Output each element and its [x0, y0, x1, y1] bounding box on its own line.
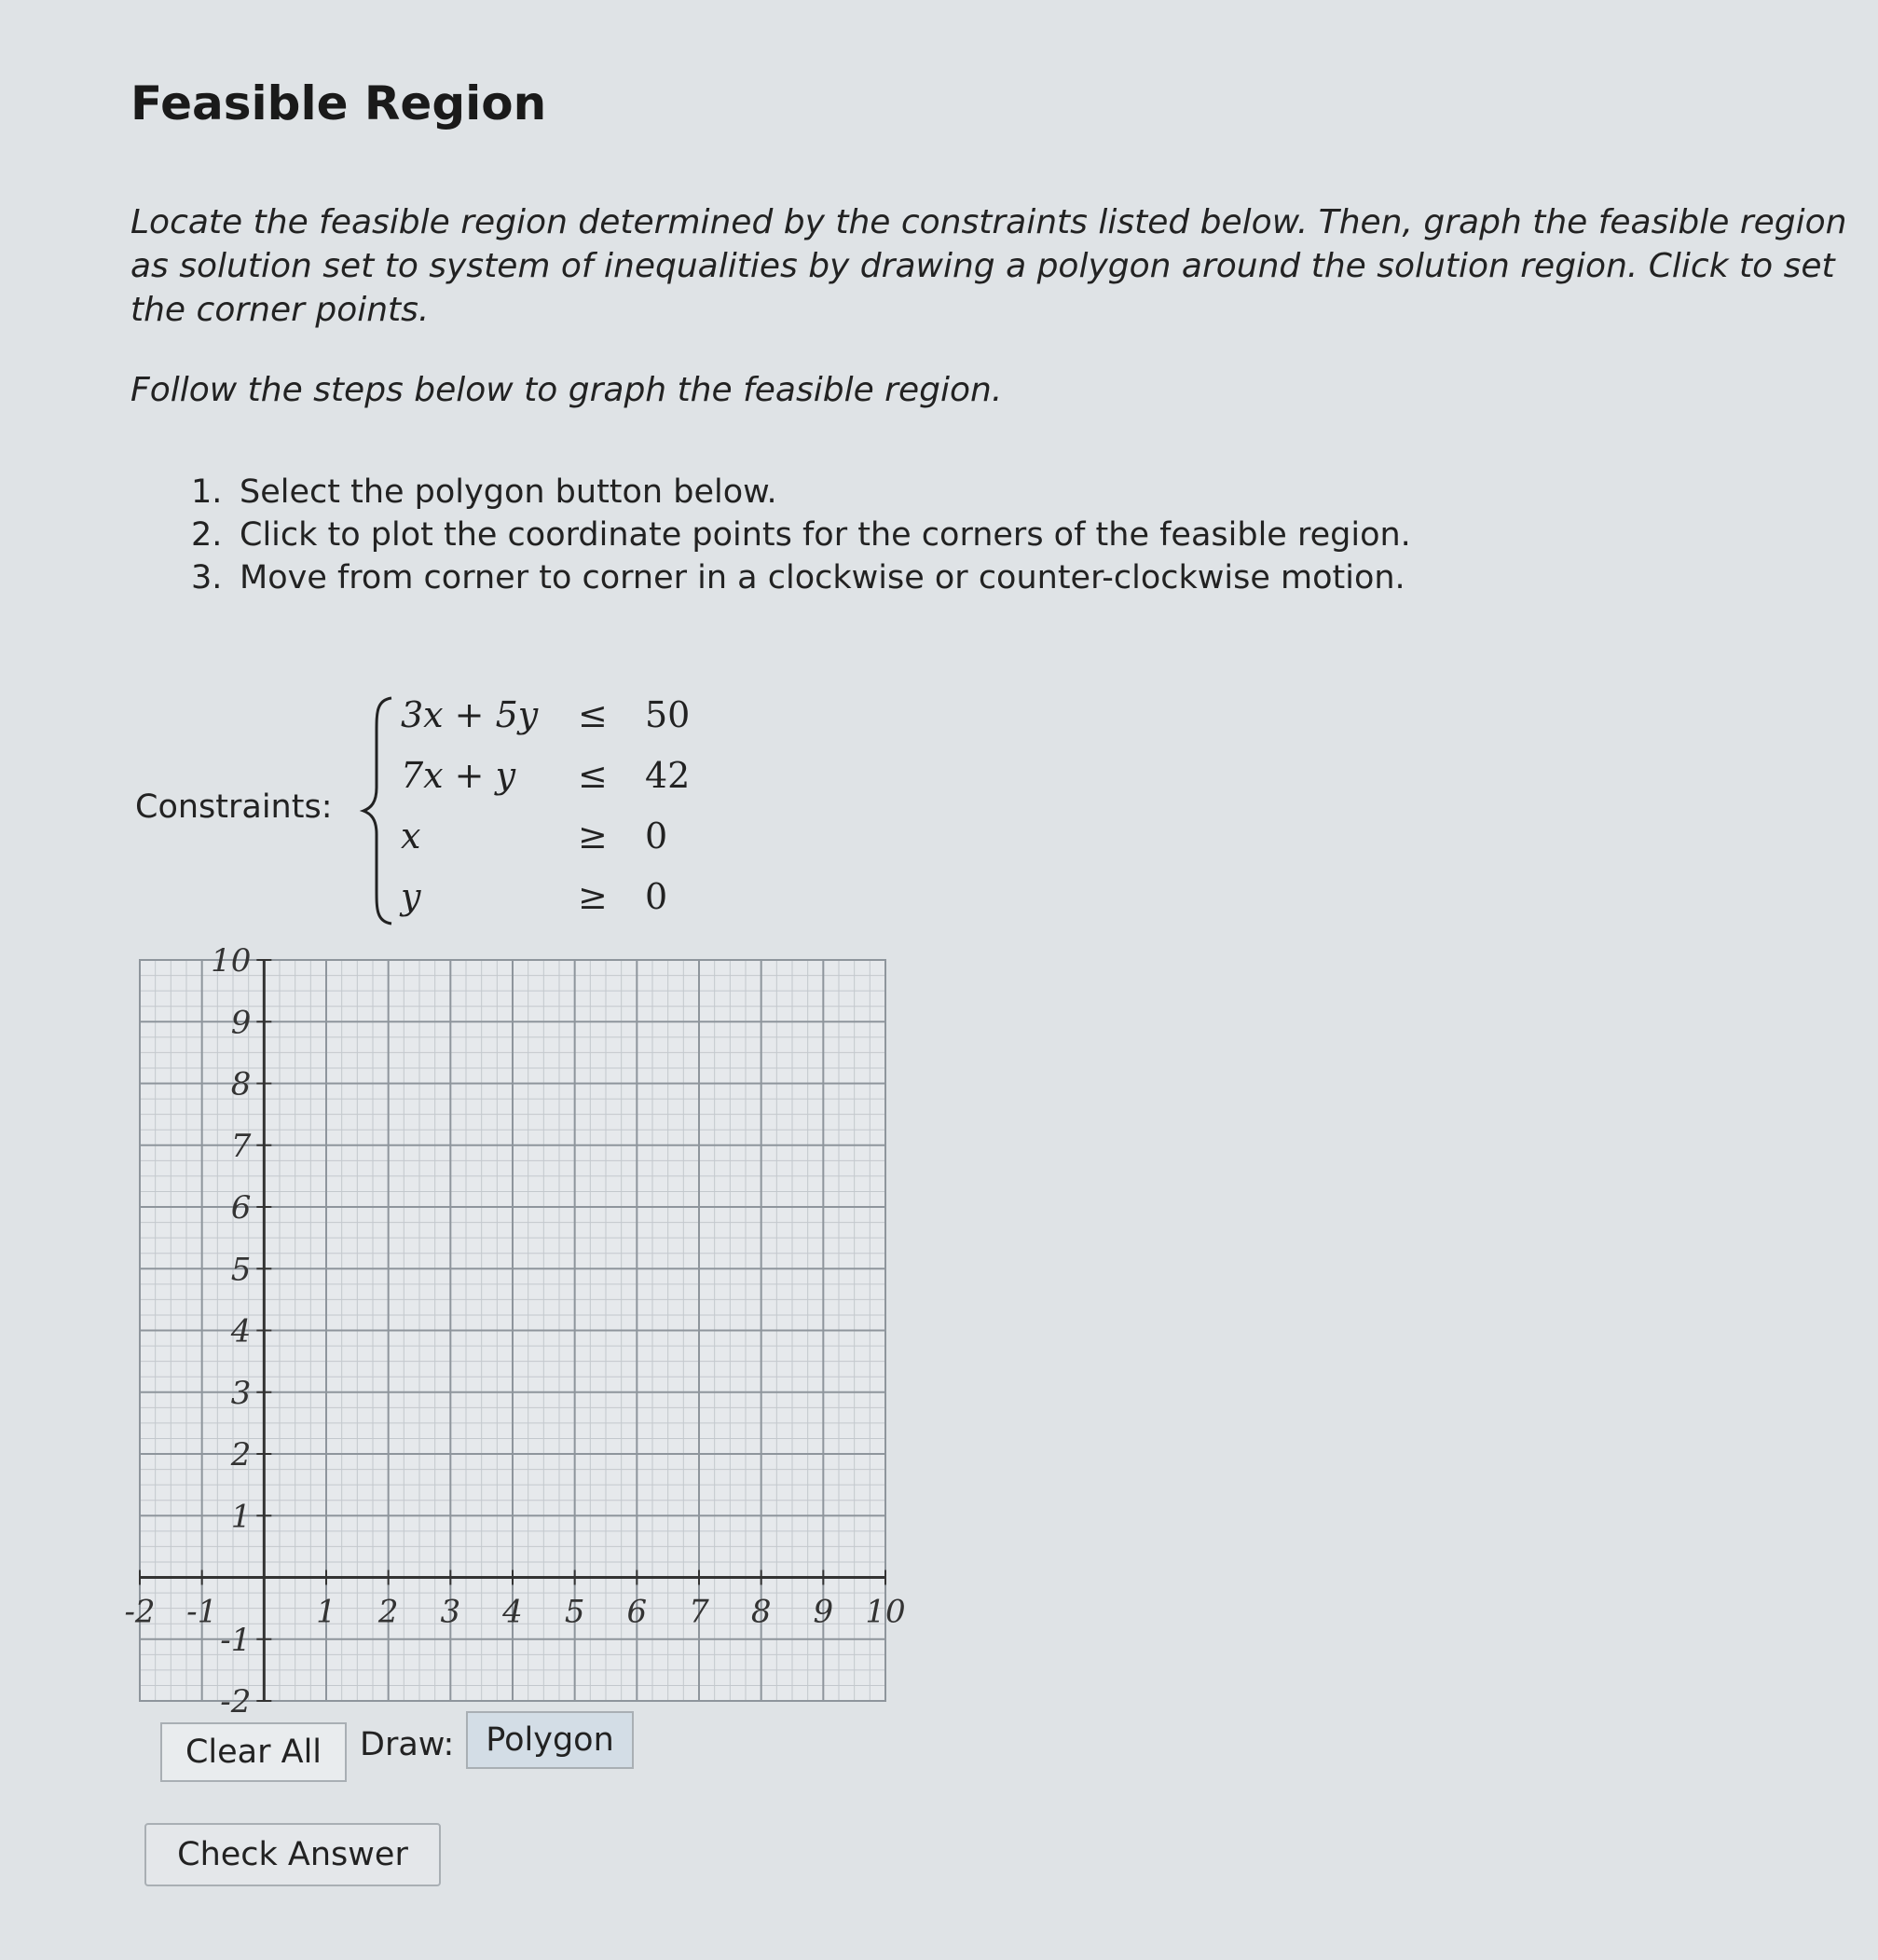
x-tick-label: 6: [626, 1593, 648, 1631]
y-tick-label: 10: [211, 942, 252, 980]
y-tick-label: 8: [230, 1065, 252, 1103]
step-item: 3. Move from corner to corner in a clockwise or counter-clockwise motion.: [191, 559, 1405, 596]
brace-icon: [360, 694, 397, 927]
step-item: 2. Click to plot the coordinate points for the corners of the feasible region.: [191, 516, 1411, 554]
x-tick-label: -2: [124, 1593, 156, 1631]
y-tick-label: 4: [230, 1312, 252, 1350]
y-tick-label: -2: [220, 1683, 252, 1720]
draw-label: Draw:: [360, 1726, 455, 1763]
graph-canvas[interactable]: [124, 942, 906, 1720]
y-tick-label: 9: [230, 1004, 252, 1042]
x-tick-label: 2: [377, 1593, 399, 1631]
y-tick-label: 3: [230, 1374, 252, 1412]
constraints-label: Constraints:: [135, 788, 333, 826]
page-title: Feasible Region: [130, 76, 547, 130]
x-tick-label: 8: [750, 1593, 772, 1631]
y-tick-label: 7: [230, 1127, 252, 1165]
y-tick-label: 6: [230, 1189, 252, 1227]
follow-steps-text: Follow the steps below to graph the feasible region.: [130, 371, 1003, 409]
step-item: 1. Select the polygon button below.: [191, 473, 777, 511]
y-tick-label: -1: [220, 1621, 252, 1659]
polygon-button[interactable]: Polygon: [466, 1711, 634, 1769]
y-tick-label: 1: [230, 1498, 252, 1536]
x-tick-label: 5: [564, 1593, 585, 1631]
x-tick-label: 1: [316, 1593, 336, 1631]
instructions-text: Locate the feasible region determined by the constraints listed below. Then, graph the feasible region as solution set to system of inequalities by drawing a polygon around the solution region. Click to set the corner points.: [130, 203, 1847, 329]
y-tick-label: 5: [230, 1251, 252, 1289]
y-tick-label: 2: [230, 1436, 252, 1473]
steps-list: [191, 471, 1411, 599]
x-tick-label: 7: [689, 1593, 709, 1631]
x-tick-label: 3: [440, 1593, 461, 1631]
x-tick-label: -1: [186, 1593, 218, 1631]
clear-all-button[interactable]: Clear All: [160, 1722, 347, 1782]
x-tick-label: 4: [502, 1593, 523, 1631]
check-answer-button[interactable]: Check Answer: [144, 1823, 441, 1886]
x-tick-label: 10: [865, 1593, 906, 1631]
x-tick-label: 9: [813, 1593, 834, 1631]
